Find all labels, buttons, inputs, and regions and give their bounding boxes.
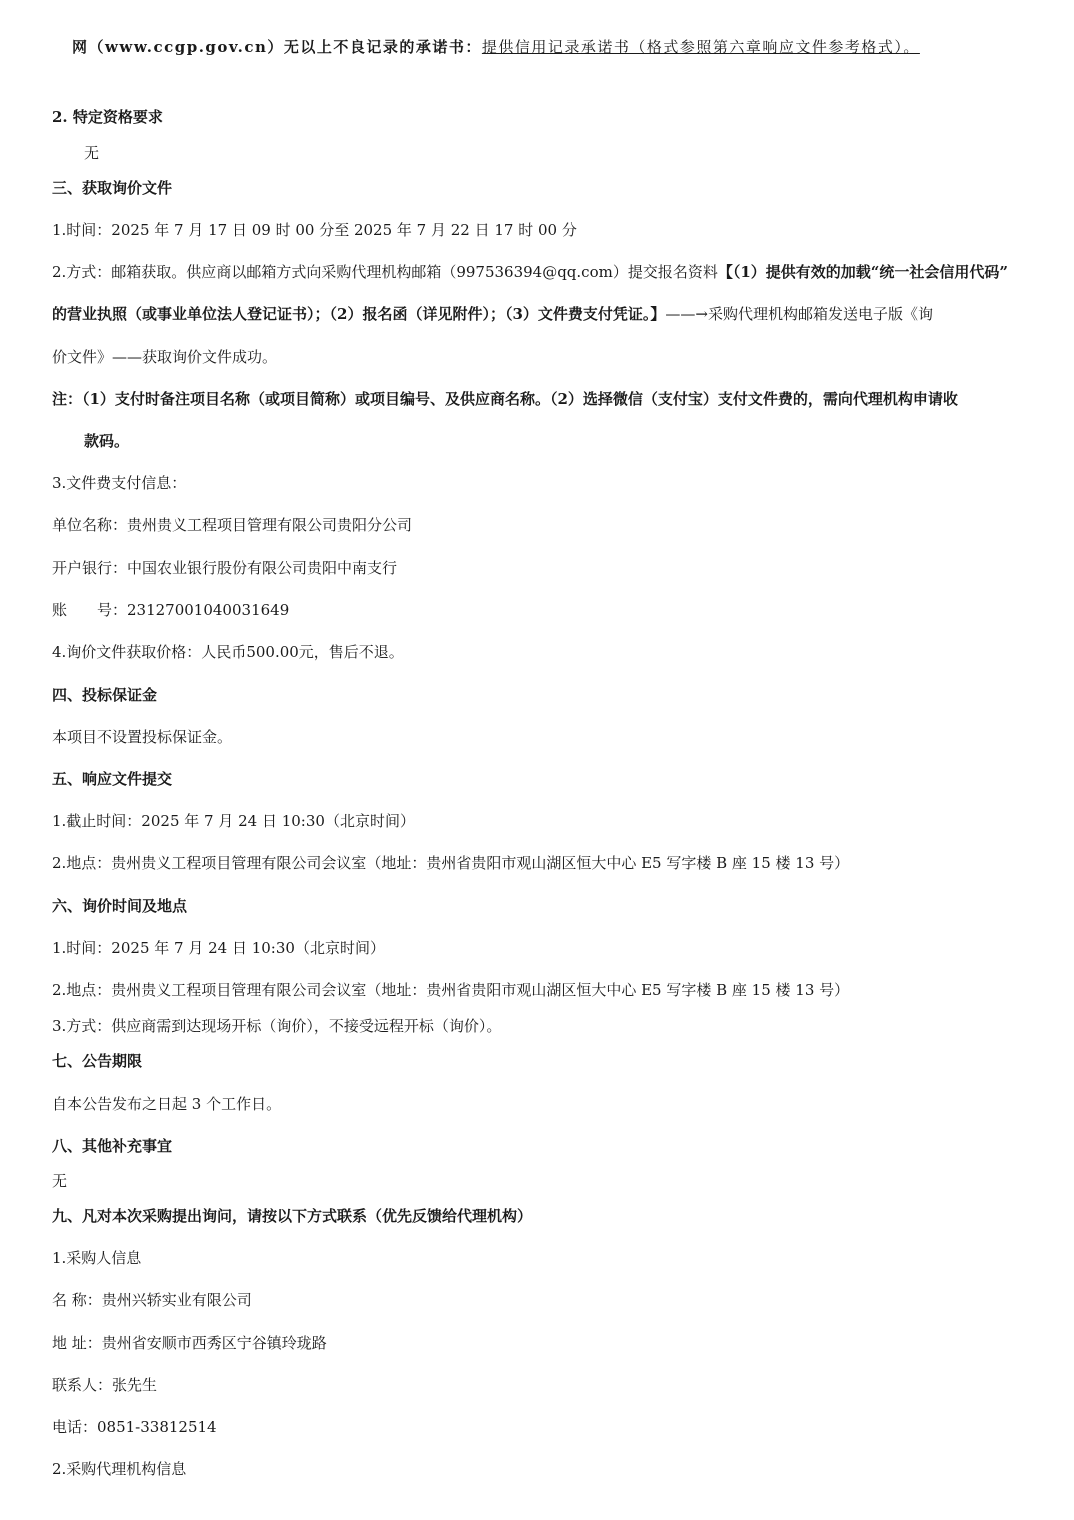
section-8-heading: 八、其他补充事宜 xyxy=(52,1137,173,1155)
credit-commitment-note: 提供信用记录承诺书（格式参照第六章响应文件参考格式）。 xyxy=(481,38,920,56)
payment-note: 注：（1）支付时备注项目名称（或项目简称）或项目编号、及供应商名称。（2）选择微信（支付宝）支付文件费的，需向代理机构申请收 xyxy=(52,390,958,408)
purchaser-address: 地 址：贵州省安顺市西秀区宁谷镇玲珑路 xyxy=(52,1334,327,1352)
submission-place: 2.地点：贵州贵义工程项目管理有限公司会议室（地址：贵州省贵阳市观山湖区恒大中心 E5 写字楼 B 座 15 楼 13 号） xyxy=(52,854,850,872)
inquiry-place: 2.地点：贵州贵义工程项目管理有限公司会议室（地址：贵州省贵阳市观山湖区恒大中心 E5 写字楼 B 座 15 楼 13 号） xyxy=(52,981,850,999)
document-price: 4.询价文件获取价格：人民币500.00元，售后不退。 xyxy=(52,643,404,661)
acquisition-method-materials-cont: 的营业执照（或事业单位法人登记证书）；（2）报名函（详见附件）；（3）文件费支付凭证。】 xyxy=(52,305,666,323)
inquiry-method: 3.方式：供应商需到达现场开标（询价），不接受远程开标（询价）。 xyxy=(52,1017,502,1035)
bid-bond-text: 本项目不设置投标保证金。 xyxy=(52,728,233,746)
payee-unit: 单位名称：贵州贵义工程项目管理有限公司贵阳分公司 xyxy=(52,516,413,534)
acquisition-method-line-3: 价文件》——获取询价文件成功。 xyxy=(52,348,278,366)
payee-account: 账 号：23127001040031649 xyxy=(52,601,290,619)
payee-bank: 开户银行：中国农业银行股份有限公司贵阳中南支行 xyxy=(52,559,398,577)
supplementary-text: 无 xyxy=(52,1172,68,1190)
acquisition-method-line-1 xyxy=(52,262,1008,282)
top-line xyxy=(72,37,920,57)
special-qualification-value: 无 xyxy=(84,144,100,162)
special-qualification-heading: 2. 特定资格要求 xyxy=(52,108,163,126)
section-7-heading: 七、公告期限 xyxy=(52,1052,143,1070)
acquisition-method-line-2 xyxy=(52,304,933,324)
announcement-period: 自本公告发布之日起 3 个工作日。 xyxy=(52,1095,282,1113)
section-5-heading: 五、响应文件提交 xyxy=(52,770,173,788)
acquisition-method-flow: ——→采购代理机构邮箱发送电子版《询 xyxy=(665,305,933,323)
purchaser-name: 名 称：贵州兴轿实业有限公司 xyxy=(52,1291,252,1309)
payment-note-cont: 款码。 xyxy=(84,432,130,450)
purchaser-phone: 电话：0851-33812514 xyxy=(52,1418,217,1436)
fee-info-title: 3.文件费支付信息： xyxy=(52,474,187,492)
section-4-heading: 四、投标保证金 xyxy=(52,686,158,704)
section-3-heading: 三、获取询价文件 xyxy=(52,179,173,197)
purchaser-contact: 联系人：张先生 xyxy=(52,1376,158,1394)
section-6-heading: 六、询价时间及地点 xyxy=(52,897,188,915)
section-9-heading: 九、凡对本次采购提出询问，请按以下方式联系（优先反馈给代理机构） xyxy=(52,1207,533,1225)
purchaser-info-title: 1.采购人信息 xyxy=(52,1249,142,1267)
acquisition-method-text: 2.方式：邮箱获取。供应商以邮箱方式向采购代理机构邮箱（997536394@qq.com）提交报名资料 xyxy=(52,263,718,281)
top-line-prefix: 网（www.ccgp.gov.cn）无以上不良记录的承诺书： xyxy=(72,38,482,56)
acquisition-time: 1.时间：2025 年 7 月 17 日 09 时 00 分至 2025 年 7 月 22 日 17 时 00 分 xyxy=(52,221,577,239)
submission-deadline: 1.截止时间：2025 年 7 月 24 日 10:30（北京时间） xyxy=(52,812,415,830)
acquisition-method-materials: 【（1）提供有效的加载“统一社会信用代码” xyxy=(717,263,1009,281)
agency-info-title: 2.采购代理机构信息 xyxy=(52,1460,187,1478)
inquiry-time: 1.时间：2025 年 7 月 24 日 10:30（北京时间） xyxy=(52,939,385,957)
